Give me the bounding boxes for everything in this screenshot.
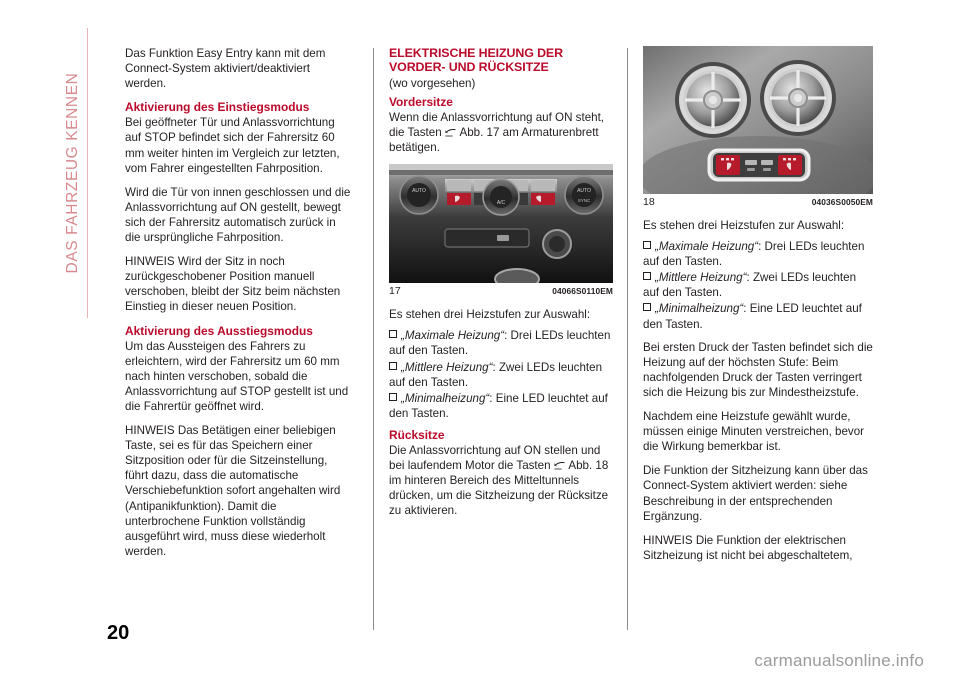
- col2-bullet-3-rest: : Eine LED leuchtet auf den Tasten.: [389, 391, 608, 420]
- col2-bullet-1-rest: : Drei LEDs leuchten auf den Tasten.: [389, 329, 611, 358]
- col2-subtitle: (wo vorgesehen): [389, 76, 476, 90]
- col1-paragraph-3: Wird die Tür von innen geschlossen und die Anlassvorrichtung auf ON gestellt, bewegt sich der Fahrersitz automatisch zurück in die ursprüngliche Fahrposition.: [125, 185, 351, 245]
- col2-paragraph-3-part-b: Abb. 18 im hinteren Bereich des Mitteltunnels drücken, um die Sitzheizung der Rücksitze zu aktivieren.: [389, 459, 609, 518]
- svg-text:AUTO: AUTO: [412, 188, 426, 195]
- col2-bullet-2: [389, 360, 613, 390]
- figure-18-code: 04036S0050EM: [811, 197, 873, 207]
- col1-heading-ausstiegsmodus: Aktivierung des Ausstiegsmodus: [125, 323, 313, 338]
- figure-18-image: [643, 46, 873, 194]
- col2-paragraph-3: [389, 443, 613, 518]
- col3-paragraph-1: Es stehen drei Heizstufen zur Auswahl:: [643, 219, 845, 232]
- col3-bullet-3-term: „Minimalheizung“: [655, 302, 744, 316]
- svg-text:A/C: A/C: [496, 200, 506, 207]
- col2-bullet-3: [389, 391, 613, 421]
- svg-text:SYNC: SYNC: [577, 198, 591, 204]
- col2-bullet-2-term: „Mittlere Heizung“: [401, 360, 493, 374]
- svg-text:AUTO: AUTO: [577, 188, 591, 195]
- col2-paragraph-1-part-a: Wenn die Anlassvorrichtung auf ON steht, die Tasten: [389, 111, 605, 140]
- col3-bullet-1-term: „Maximale Heizung“: [655, 240, 759, 254]
- section-title-elektrische-heizung: ELEKTRISCHE HEIZUNG DER VORDER- UND RÜCKSITZE: [389, 46, 563, 75]
- rear-console-illustration: [643, 46, 873, 194]
- figure-reference-icon: [445, 126, 456, 135]
- figure-17-caption: [389, 285, 613, 297]
- col2-heading-vordersitze: Vordersitze: [389, 94, 453, 109]
- figure-18-number: 18: [643, 196, 655, 208]
- chapter-tab-label: DAS FAHRZEUG KENNEN: [64, 72, 81, 274]
- square-bullet-icon: [643, 272, 651, 280]
- col1-heading-einstiegsmodus: Aktivierung des Einstiegsmodus: [125, 100, 310, 115]
- col2-paragraph-1: [389, 110, 613, 155]
- col3-paragraph-5-note: HINWEIS Die Funktion der elektrischen Sitzheizung ist nicht bei abgeschaltetem,: [643, 533, 853, 562]
- page-number: 20: [107, 622, 130, 644]
- col2-bullet-3-term: „Minimalheizung“: [401, 391, 490, 405]
- col2-bullet-2-rest: : Zwei LEDs leuchten auf den Tasten.: [389, 360, 603, 389]
- column-divider-1: [373, 48, 374, 630]
- col3-bullet-3-rest: : Eine LED leuchtet auf den Tasten.: [643, 302, 862, 331]
- chapter-tab-rule: [87, 28, 88, 318]
- col2-paragraph-2: Es stehen drei Heizstufen zur Auswahl:: [389, 308, 591, 322]
- col3-paragraph-4: Die Funktion der Sitzheizung kann über das Connect-System aktiviert werden: siehe Beschreibung in der entsprechenden Ergänzung.: [643, 464, 868, 523]
- col3-bullet-3: [643, 301, 873, 331]
- col2-heading-ruecksitze: Rücksitze: [389, 427, 445, 442]
- col3-bullet-1-rest: : Drei LEDs leuchten auf den Tasten.: [643, 240, 865, 269]
- col2-bullet-1: [389, 328, 613, 358]
- col2-bullet-1-term: „Maximale Heizung“: [401, 329, 505, 343]
- col3-bullet-2-rest: : Zwei LEDs leuchten auf den Tasten.: [643, 271, 857, 300]
- figure-18-caption: [643, 196, 873, 208]
- col3-paragraph-2: Bei ersten Druck der Tasten befindet sich die Heizung auf der höchsten Stufe: Beim nachfolgenden Druck der Tasten verringert sich die Heizung bis zur Mindestheizstufe.: [643, 340, 873, 399]
- square-bullet-icon: [389, 393, 397, 401]
- text-column-2: [389, 46, 613, 528]
- watermark-carmanualsonline: carmanualsonline.info: [754, 651, 924, 670]
- col1-paragraph-2: Bei geöffneter Tür und Anlassvorrichtung auf STOP befindet sich der Fahrersitz 60 mm weiter hinten im Vergleich zur letzten, vom Fahrer eingestellten Fahrposition.: [125, 116, 340, 175]
- col3-bullet-2: [643, 270, 873, 300]
- col3-paragraph-3: Nachdem eine Heizstufe gewählt wurde, müssen einige Minuten verstreichen, bevor die Wirkung bemerkbar ist.: [643, 410, 865, 454]
- figure-17-image: [389, 164, 613, 283]
- climate-control-panel-illustration: [389, 164, 613, 283]
- square-bullet-icon: [643, 303, 651, 311]
- column-divider-2: [627, 48, 628, 630]
- figure-18: [643, 46, 873, 208]
- text-column-3: [643, 46, 873, 572]
- col1-paragraph-5: Um das Aussteigen des Fahrers zu erleichtern, wird der Fahrersitz um 60 mm nach hinten verschoben, sobald die Anlassvorrichtung auf STOP gestellt ist und die Fahrertür geöffnet wird.: [125, 339, 349, 413]
- col3-bullet-1: [643, 239, 873, 269]
- col3-bullet-2-term: „Mittlere Heizung“: [655, 271, 747, 285]
- figure-17-number: 17: [389, 285, 401, 298]
- col2-paragraph-3-part-a: Die Anlassvorrichtung auf ON stellen und bei laufendem Motor die Tasten: [389, 444, 601, 473]
- figure-reference-icon: [554, 459, 565, 468]
- col2-paragraph-1-part-b: Abb. 17 am Armaturenbrett betätigen.: [389, 126, 599, 155]
- figure-17-code: 04066S0110EM: [552, 286, 613, 297]
- col1-paragraph-1: Das Funktion Easy Entry kann mit dem Connect-System aktiviert/deaktiviert werden.: [125, 47, 326, 91]
- square-bullet-icon: [643, 241, 651, 249]
- square-bullet-icon: [389, 362, 397, 370]
- chapter-tab: [58, 28, 88, 318]
- text-column-1: [125, 46, 353, 568]
- square-bullet-icon: [389, 330, 397, 338]
- col1-paragraph-4-note: HINWEIS Wird der Sitz in noch zurückgeschobener Position manuell verschoben, bleibt der Sitz beim nächsten Einstieg in dieser neuen Position.: [125, 255, 341, 314]
- figure-17: [389, 164, 613, 297]
- col1-paragraph-6-note: HINWEIS Das Betätigen einer beliebigen Taste, sei es für das Speichern einer Sitzposition oder für die Sitzeinstellung, führt dazu, dass die automatische Verschiebefunktion sofort angehalten wird (Antipanikfunktion). Damit die unterbrochene Funktion vollständig ausgeführt wird, muss diese wiederholt werden.: [125, 424, 341, 558]
